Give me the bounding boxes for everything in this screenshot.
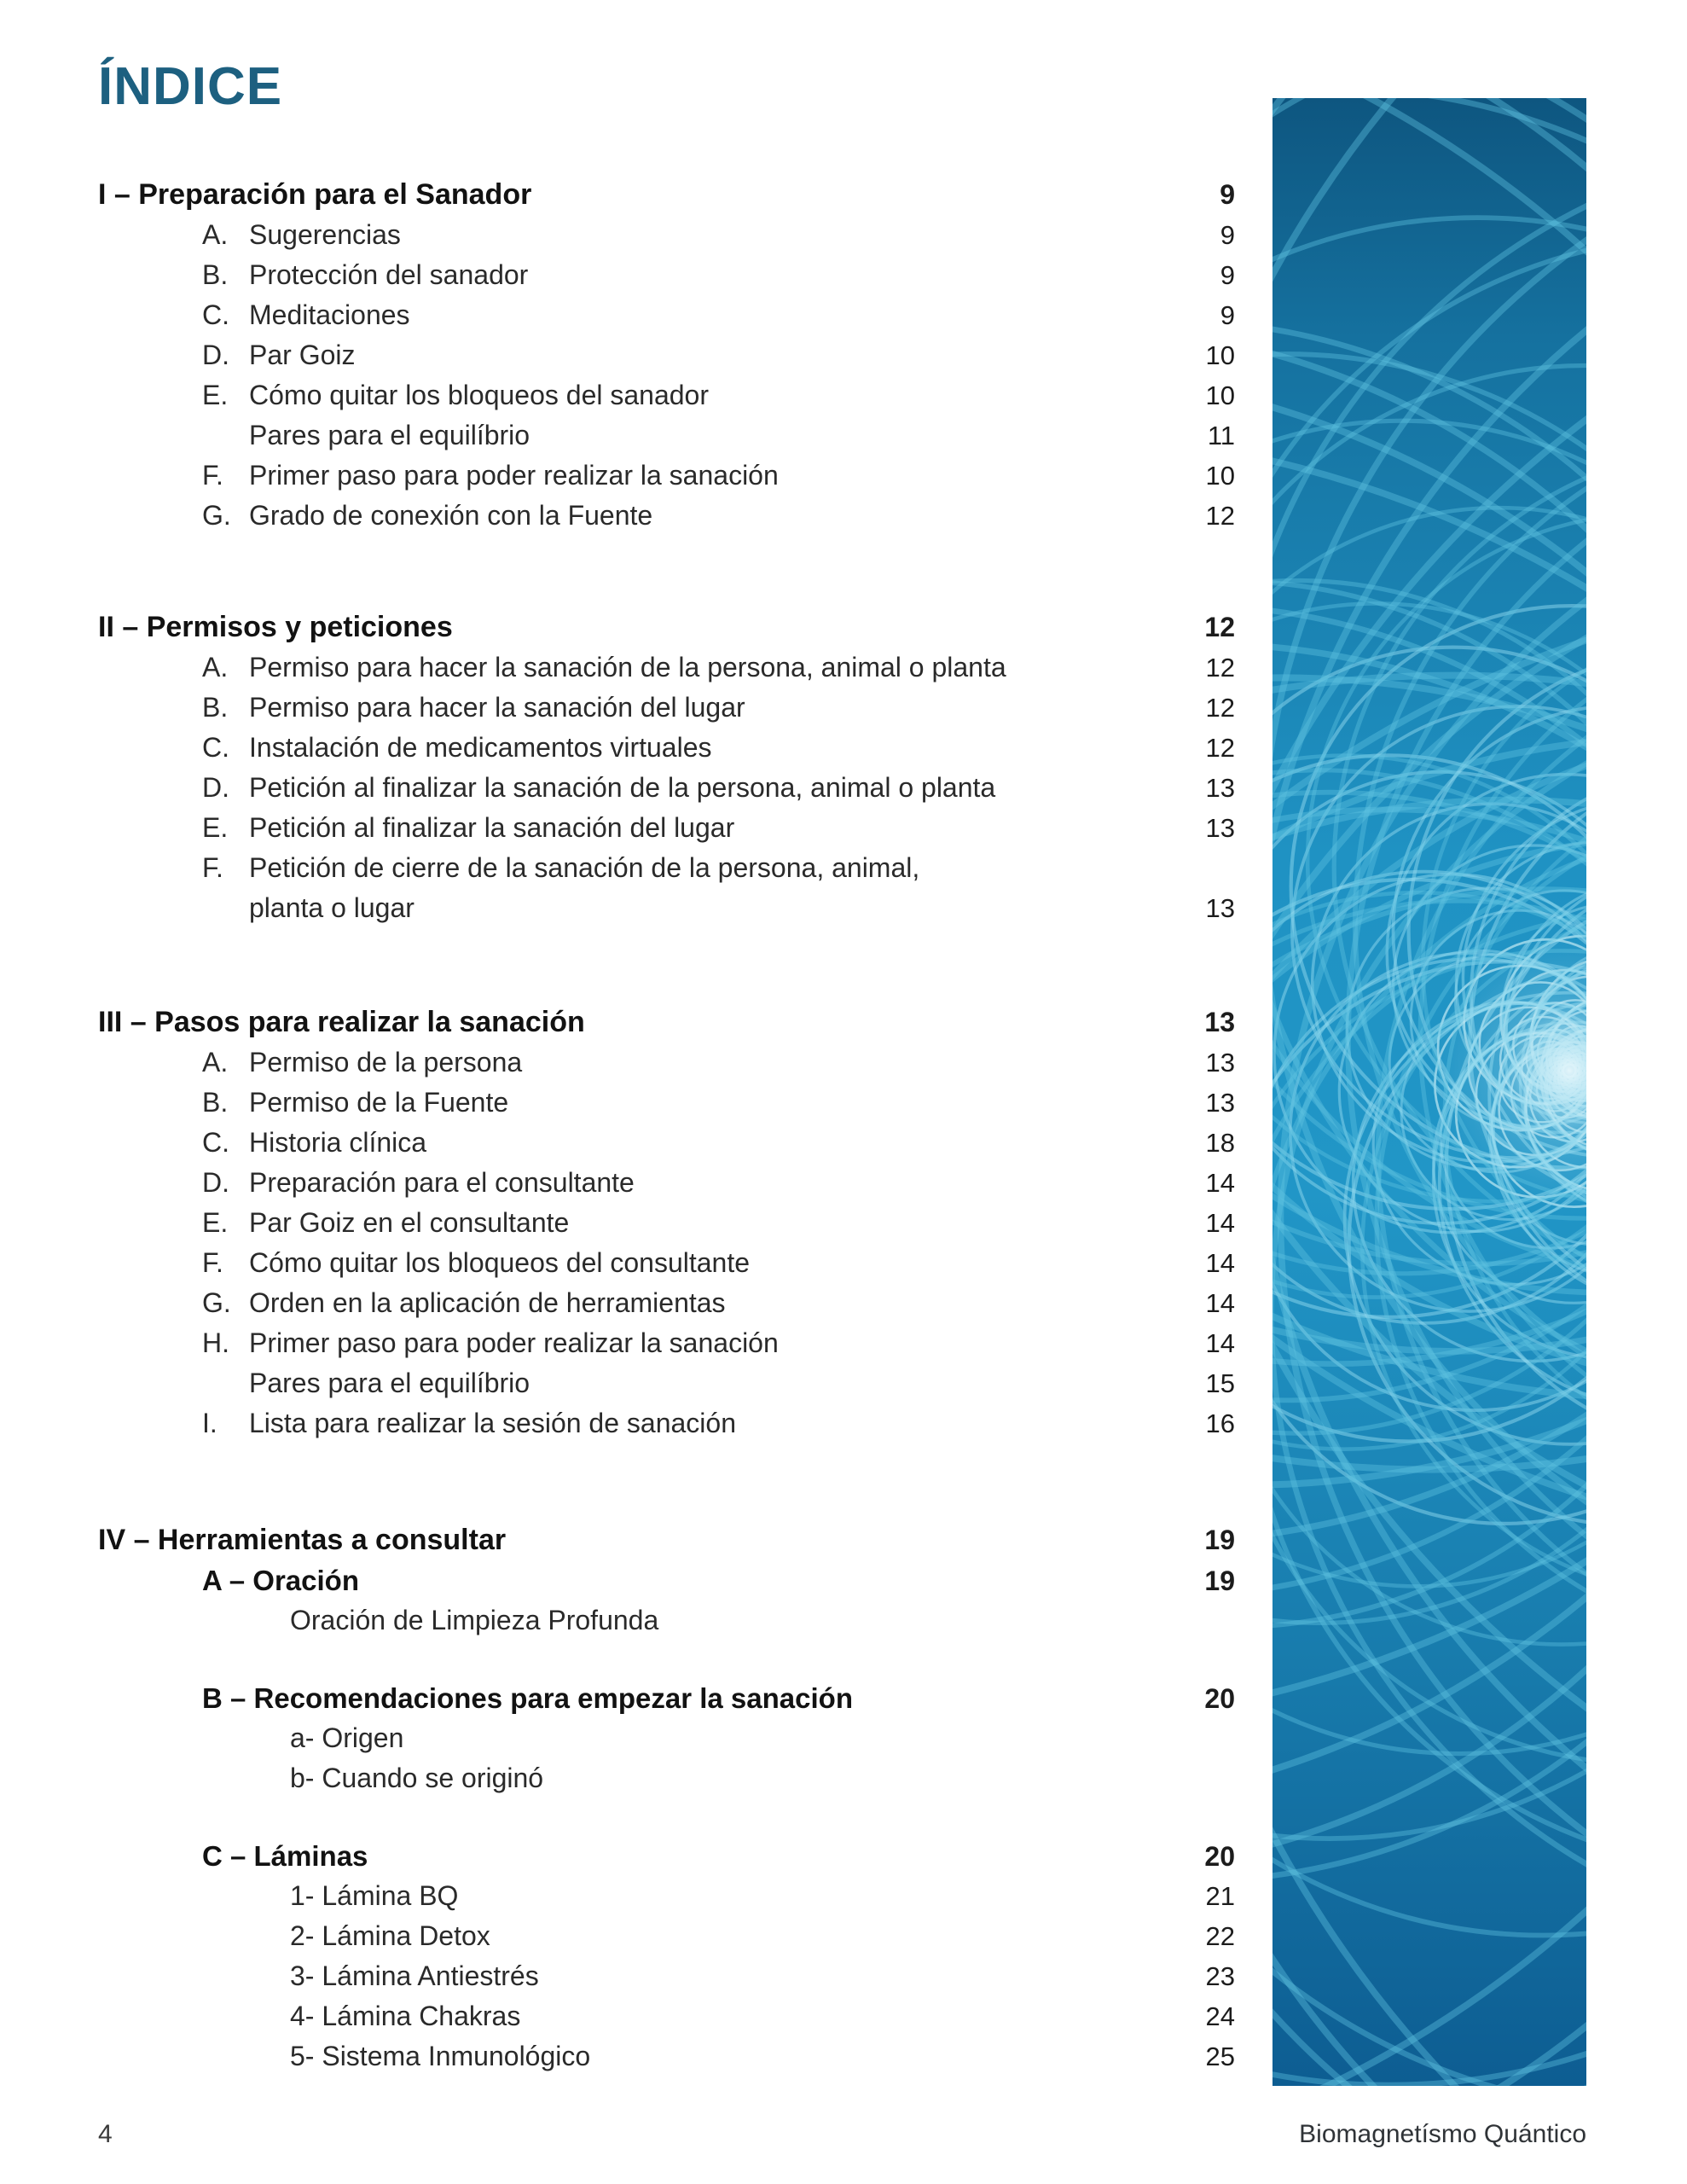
toc-entry	[98, 335, 1235, 375]
toc-entry	[98, 888, 1235, 928]
entry-marker: F.	[202, 460, 223, 491]
toc-entry	[98, 688, 1235, 728]
entry-marker: G.	[202, 500, 231, 531]
decorative-spiral-image	[1272, 98, 1586, 2086]
toc-entry	[98, 295, 1235, 335]
entry-text: Protección del sanador	[249, 259, 529, 290]
entry-marker: D.	[202, 340, 229, 370]
entry-page-number: 12	[1205, 693, 1235, 723]
entry-text: Grado de conexión con la Fuente	[249, 500, 653, 531]
entry-marker: E.	[202, 812, 229, 843]
entry-text: Meditaciones	[249, 299, 410, 330]
toc-entry	[98, 1083, 1235, 1123]
toc-section-iii	[98, 1002, 1235, 1443]
entry-text: Petición de cierre de la sanación de la persona, animal,	[249, 852, 920, 883]
spiral-art-svg	[1272, 98, 1586, 2086]
entry-text: 2- Lámina Detox	[290, 1920, 490, 1951]
entry-text: Petición al finalizar la sanación de la persona, animal o planta	[249, 772, 996, 803]
entry-page-number: 10	[1205, 461, 1235, 491]
toc-subsection-heading	[98, 1836, 1235, 1876]
entry-text: 5- Sistema Inmunológico	[290, 2041, 591, 2071]
toc-section-i	[98, 175, 1235, 536]
toc-subentry	[98, 1876, 1235, 1916]
entry-page-number: 13	[1205, 1048, 1235, 1077]
section-page-number: 13	[1204, 1007, 1235, 1037]
section-page-number: 20	[1204, 1683, 1235, 1714]
entry-text: Primer paso para poder realizar la sanación	[249, 460, 779, 491]
entry-text: Sugerencias	[249, 219, 401, 250]
section-page-number: 9	[1220, 179, 1235, 210]
entry-page-number: 25	[1205, 2042, 1235, 2071]
toc-entry	[98, 848, 1235, 888]
toc-entry	[98, 768, 1235, 808]
section-page-number: 12	[1204, 612, 1235, 642]
entry-text: Par Goiz	[249, 340, 356, 370]
footer-page-number: 4	[98, 2120, 113, 2148]
toc-subentry	[98, 1916, 1235, 1956]
entry-marker: I.	[202, 1408, 217, 1438]
toc-entry	[98, 808, 1235, 848]
section-label: IV – Herramientas a consultar	[98, 1524, 507, 1556]
entry-page-number: 21	[1205, 1881, 1235, 1911]
entry-text: planta o lugar	[249, 892, 415, 923]
section-label: III – Pasos para realizar la sanación	[98, 1006, 585, 1038]
toc-section-heading	[98, 607, 1235, 648]
entry-text: 4- Lámina Chakras	[290, 2001, 521, 2031]
entry-page-number: 12	[1205, 501, 1235, 531]
entry-marker: F.	[202, 1247, 223, 1278]
entry-page-number: 9	[1220, 260, 1235, 290]
entry-marker: B.	[202, 1087, 229, 1118]
entry-text: a- Origen	[290, 1722, 404, 1753]
entry-text: Pares para el equilíbrio	[249, 1368, 530, 1398]
page-title: ÍNDICE	[98, 57, 283, 116]
toc-entry	[98, 1283, 1235, 1323]
entry-text: Lista para realizar la sesión de sanación	[249, 1408, 736, 1438]
entry-page-number: 23	[1205, 1961, 1235, 1991]
entry-page-number: 11	[1207, 421, 1235, 450]
entry-marker: A.	[202, 652, 229, 682]
entry-page-number: 13	[1205, 813, 1235, 843]
entry-text: Par Goiz en el consultante	[249, 1207, 570, 1238]
toc-subentry	[98, 1996, 1235, 2036]
section-label: B – Recomendaciones para empezar la sanación	[202, 1682, 853, 1714]
entry-marker: D.	[202, 772, 229, 803]
toc-subentry	[98, 2036, 1235, 2077]
footer-book-title: Biomagnetísmo Quántico	[1299, 2120, 1586, 2148]
entry-marker: G.	[202, 1287, 231, 1318]
toc-entry	[98, 375, 1235, 415]
entry-text: Historia clínica	[249, 1127, 427, 1158]
entry-page-number: 14	[1205, 1248, 1235, 1278]
toc-section-ii	[98, 607, 1235, 928]
entry-text: Oración de Limpieza Profunda	[290, 1605, 659, 1635]
entry-marker: E.	[202, 1207, 229, 1238]
section-page-number: 20	[1204, 1841, 1235, 1872]
entry-marker: A.	[202, 219, 229, 250]
entry-text: Cómo quitar los bloqueos del sanador	[249, 380, 709, 410]
entry-marker: E.	[202, 380, 229, 410]
toc-subsection-b	[98, 1678, 1235, 1798]
entry-page-number: 15	[1205, 1368, 1235, 1398]
entry-page-number: 24	[1205, 2001, 1235, 2031]
entry-marker: B.	[202, 259, 229, 290]
toc-subentry	[98, 1758, 1235, 1798]
toc-entry	[98, 1323, 1235, 1363]
entry-page-number: 9	[1220, 300, 1235, 330]
entry-marker: H.	[202, 1327, 229, 1358]
entry-text: Cómo quitar los bloqueos del consultante	[249, 1247, 751, 1278]
toc-subsection-c	[98, 1836, 1235, 2077]
entry-page-number: 12	[1205, 733, 1235, 763]
toc-entry	[98, 1163, 1235, 1203]
entry-marker: D.	[202, 1167, 229, 1198]
toc-entry	[98, 1123, 1235, 1163]
entry-text: Permiso de la Fuente	[249, 1087, 509, 1118]
entry-page-number: 14	[1205, 1328, 1235, 1358]
entry-text: Primer paso para poder realizar la sanación	[249, 1327, 779, 1358]
toc-entry	[98, 1203, 1235, 1243]
toc-entry	[98, 1243, 1235, 1283]
entry-page-number: 10	[1205, 380, 1235, 410]
toc-entry	[98, 496, 1235, 536]
entry-page-number: 14	[1205, 1168, 1235, 1198]
entry-text: 1- Lámina BQ	[290, 1880, 459, 1911]
toc-subsection-heading	[98, 1560, 1235, 1600]
entry-text: Instalación de medicamentos virtuales	[249, 732, 712, 763]
entry-page-number: 18	[1205, 1128, 1235, 1158]
toc-entry	[98, 456, 1235, 496]
toc-entry	[98, 1043, 1235, 1083]
toc-subsection-heading	[98, 1678, 1235, 1718]
entry-text: Orden en la aplicación de herramientas	[249, 1287, 726, 1318]
toc-entry	[98, 1403, 1235, 1443]
entry-text: 3- Lámina Antiestrés	[290, 1960, 539, 1991]
entry-marker: B.	[202, 692, 229, 723]
toc-subentry	[98, 1956, 1235, 1996]
section-label: I – Preparación para el Sanador	[98, 178, 532, 211]
section-label: II – Permisos y peticiones	[98, 611, 453, 643]
section-page-number: 19	[1204, 1565, 1235, 1596]
entry-marker: C.	[202, 732, 229, 763]
entry-text: Pares para el equilíbrio	[249, 420, 530, 450]
section-label: C – Láminas	[202, 1840, 368, 1872]
entry-page-number: 12	[1205, 653, 1235, 682]
entry-text: b- Cuando se originó	[290, 1763, 544, 1793]
toc-section-heading	[98, 175, 1235, 215]
entry-page-number: 14	[1205, 1288, 1235, 1318]
toc-entry	[98, 728, 1235, 768]
entry-text: Permiso para hacer la sanación de la persona, animal o planta	[249, 652, 1006, 682]
entry-marker: C.	[202, 1127, 229, 1158]
entry-text: Preparación para el consultante	[249, 1167, 635, 1198]
entry-text: Permiso para hacer la sanación del lugar	[249, 692, 745, 723]
toc-entry	[98, 415, 1235, 456]
section-label: A – Oración	[202, 1565, 359, 1596]
toc-section-heading	[98, 1520, 1235, 1560]
toc-entry	[98, 1363, 1235, 1403]
toc-subentry	[98, 1718, 1235, 1758]
toc-section-iv	[98, 1520, 1235, 1641]
toc-subentry	[98, 1600, 1235, 1641]
section-page-number: 19	[1204, 1525, 1235, 1555]
toc-section-heading	[98, 1002, 1235, 1043]
toc-entry	[98, 648, 1235, 688]
entry-text: Petición al finalizar la sanación del lugar	[249, 812, 735, 843]
entry-page-number: 14	[1205, 1208, 1235, 1238]
toc-entry	[98, 215, 1235, 255]
toc-entry	[98, 255, 1235, 295]
entry-page-number: 22	[1205, 1921, 1235, 1951]
entry-marker: F.	[202, 852, 223, 883]
entry-page-number: 13	[1205, 893, 1235, 923]
entry-page-number: 16	[1205, 1409, 1235, 1438]
entry-page-number: 9	[1220, 220, 1235, 250]
entry-page-number: 13	[1205, 1088, 1235, 1118]
entry-marker: C.	[202, 299, 229, 330]
entry-page-number: 10	[1205, 340, 1235, 370]
entry-page-number: 13	[1205, 773, 1235, 803]
entry-text: Permiso de la persona	[249, 1047, 523, 1077]
entry-marker: A.	[202, 1047, 229, 1077]
